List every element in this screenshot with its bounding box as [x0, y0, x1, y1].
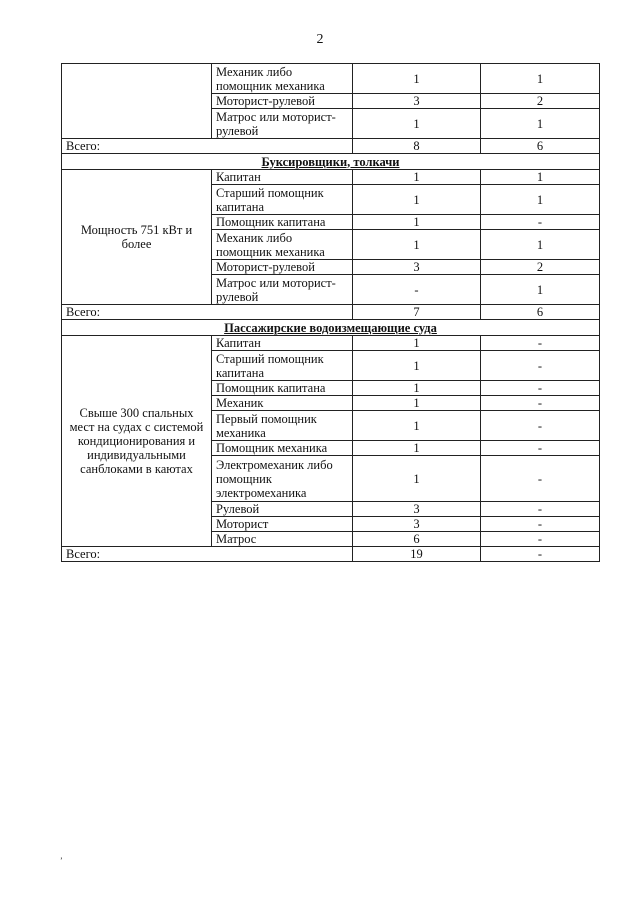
position-cell: Первый помощник механика [212, 411, 353, 441]
section-header-row [62, 154, 600, 170]
position-cell: Помощник капитана [212, 215, 353, 230]
position-cell: Матрос или моторист-рулевой [212, 109, 353, 139]
count-cell: - [353, 275, 481, 305]
position-cell: Старший помощник капитана [212, 185, 353, 215]
section-title: Пассажирские водоизмещающие суда [62, 320, 600, 336]
count-cell: 1 [353, 215, 481, 230]
count-cell: 1 [353, 351, 481, 381]
count-cell: - [481, 381, 600, 396]
count-cell: 1 [481, 185, 600, 215]
count-cell: 1 [353, 381, 481, 396]
count-cell: 1 [353, 185, 481, 215]
position-cell: Электромеханик либо помощник электромеханика [212, 456, 353, 502]
total-count-cell: 7 [353, 305, 481, 320]
total-count-cell: 8 [353, 139, 481, 154]
section-title: Буксировщики, толкачи [62, 154, 600, 170]
count-cell: - [481, 532, 600, 547]
count-cell: 1 [353, 336, 481, 351]
total-label: Всего: [62, 139, 353, 154]
total-row [62, 139, 600, 154]
count-cell: 1 [481, 170, 600, 185]
position-cell: Матрос или моторист-рулевой [212, 275, 353, 305]
position-cell: Механик [212, 396, 353, 411]
count-cell: 3 [353, 94, 481, 109]
total-label: Всего: [62, 305, 353, 320]
page-number: 2 [316, 32, 324, 47]
count-cell: 1 [353, 64, 481, 94]
count-cell: 2 [481, 260, 600, 275]
count-cell: 1 [481, 275, 600, 305]
total-row [62, 547, 600, 562]
count-cell: 1 [481, 230, 600, 260]
count-cell: - [481, 517, 600, 532]
group-cell: Свыше 300 спальных мест на судах с системой кондиционирования и индивидуальными санблоками в каютах [62, 336, 212, 547]
position-cell: Моторист-рулевой [212, 94, 353, 109]
group-cell [62, 64, 212, 139]
position-cell: Капитан [212, 170, 353, 185]
count-cell: 1 [353, 411, 481, 441]
position-cell: Механик либо помощник механика [212, 64, 353, 94]
count-cell: 1 [481, 109, 600, 139]
count-cell: - [481, 502, 600, 517]
table-row [62, 170, 600, 185]
count-cell: 3 [353, 260, 481, 275]
count-cell: 1 [353, 396, 481, 411]
total-count-cell: 6 [481, 139, 600, 154]
count-cell: - [481, 456, 600, 502]
count-cell: 1 [353, 230, 481, 260]
position-cell: Помощник механика [212, 441, 353, 456]
total-count-cell: 6 [481, 305, 600, 320]
count-cell: 6 [353, 532, 481, 547]
crew-table [61, 63, 600, 562]
section-header-row [62, 320, 600, 336]
count-cell: 1 [481, 64, 600, 94]
count-cell: - [481, 336, 600, 351]
count-cell: - [481, 215, 600, 230]
count-cell: - [481, 411, 600, 441]
total-label: Всего: [62, 547, 353, 562]
position-cell: Помощник капитана [212, 381, 353, 396]
group-cell: Мощность 751 кВт и более [62, 170, 212, 305]
count-cell: 2 [481, 94, 600, 109]
count-cell: - [481, 441, 600, 456]
position-cell: Матрос [212, 532, 353, 547]
count-cell: 1 [353, 456, 481, 502]
position-cell: Капитан [212, 336, 353, 351]
total-count-cell: - [481, 547, 600, 562]
total-row [62, 305, 600, 320]
count-cell: 3 [353, 517, 481, 532]
position-cell: Рулевой [212, 502, 353, 517]
position-cell: Моторист-рулевой [212, 260, 353, 275]
count-cell: 1 [353, 170, 481, 185]
count-cell: - [481, 351, 600, 381]
position-cell: Моторист [212, 517, 353, 532]
count-cell: 3 [353, 502, 481, 517]
scan-mark: ʼ [60, 856, 63, 865]
total-count-cell: 19 [353, 547, 481, 562]
count-cell: 1 [353, 441, 481, 456]
position-cell: Механик либо помощник механика [212, 230, 353, 260]
position-cell: Старший помощник капитана [212, 351, 353, 381]
count-cell: - [481, 396, 600, 411]
table-row [62, 64, 600, 94]
table-row [62, 336, 600, 351]
count-cell: 1 [353, 109, 481, 139]
